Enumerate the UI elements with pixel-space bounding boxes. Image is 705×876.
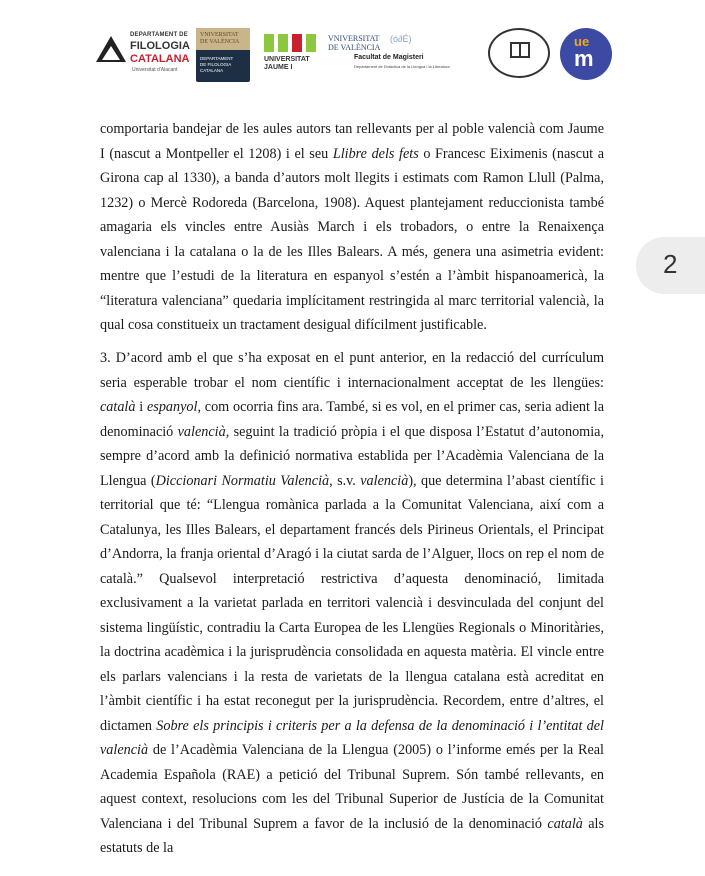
text-run: , s.v. xyxy=(329,472,361,489)
italic-text: valencià xyxy=(177,423,226,440)
paragraph xyxy=(100,117,604,338)
text-run: de l’Acadèmia Valenciana de la Llengua (2005) o l’informe emés per la Real Academia Española (RAE) a petició del Tribunal Suprem. Són també rellevants, en aquest context, resolucions com les del Tribunal Superior de Justícia de la Comunitat Valenciana i del Tribunal Suprem a favor de la inclusió de la denominació xyxy=(100,742,604,832)
document-body xyxy=(100,117,604,861)
italic-text: Sobre els principis i criteris per a la defensa de la denominació i l’entitat del valencià xyxy=(100,717,604,758)
didactica-seal-logo xyxy=(488,28,552,80)
italic-text: català xyxy=(100,399,136,415)
italic-text: valencià xyxy=(360,472,409,489)
facultat-magisteri-logo: VNIVERSITAT DE VALÈNCIA (ò∂É) Facultat de Magisteri Departament de Didàctica de la Llengua i la Literatura xyxy=(328,34,450,69)
paragraph xyxy=(100,346,604,861)
italic-text: Diccionari Normatiu Valencià xyxy=(155,472,330,489)
italic-text: espanyol xyxy=(147,399,198,415)
header-logos xyxy=(96,26,616,86)
text-run: comportaria bandejar de les aules autors tan rellevants per al poble valencià com Jaume I (nascut a Montpeller el 1208) i el seu xyxy=(100,121,604,162)
text-run: ), que determina l’abast científic i territorial que té: “Llengua romànica parlada a la Comunitat Valenciana, així com a Catalunya, les Illes Balears, el departament francés dels Pirineus Orientals, el Principat d’Andorra, la franja oriental d’Aragó i la ciutat sarda de l’Alguer, llocs on rep el nom de català.” Qualsevol interpretació restrictiva d’aquesta denominació, limitada exclusivament a la varietat parlada en territori valencià i desvinculada del conjunt del sistema lingüístic, contradiu la Carta Europea de les Llengües Regionals o Minoritàries, la doctrina acadèmica i la jurisprudència consolidada en aquesta matèria. El vincle entre els parlars valencians i la resta de varietats de la llengua catalana està acreditat en l’àmbit científic i ha estat reconegut per la jurisprudència. Recordem, entre d’altres, el dictamen xyxy=(100,472,604,734)
page-number: 2 xyxy=(663,249,678,279)
uji-logo: UNIVERSITAT JAUME I xyxy=(264,34,320,78)
italic-text: català xyxy=(547,815,583,832)
text-run: i xyxy=(135,399,147,415)
book-icon xyxy=(510,42,530,58)
text-run: 3. D’acord amb el que s’ha exposat en el punt anterior, en la redacció del currículum seria esperable trobar el nom científic i internacionalment acceptat de les llengües: xyxy=(100,350,604,391)
text-run: , com ocorria fins ara. També, si es vol, en el primer cas, seria adient la denominació xyxy=(100,399,604,440)
filologia-catalana-logo: DEPARTAMENT DE FILOLOGIA CATALANA Universitat d'Alacant xyxy=(96,32,190,76)
text-run: , seguint la tradició pròpia i el que disposa l’Estatut d’autonomia, sempre d’acord amb la definició normativa establida per l’Acadèmia Valenciana de la Llengua ( xyxy=(100,423,604,489)
uem-logo: ue m xyxy=(560,28,612,80)
text-run: o Francesc Eiximenis (nascut a Girona cap al 1330), a banda d’autors molt llegits i estimats com Ramon Llull (Palma, 1232) o Mercè Rodoreda (Barcelona, 1908). Aquest plantejament reduccionista també amagaria els vincles entre Ausiàs March i els trobadors, o entre la Renaixença valenciana i la catalana o la de les Illes Balears. A més, genera una asimetria evident: mentre que l’estudi de la literatura en espanyol s’estén a l’àmbit hispanoamericà, la “literatura valenciana” quedaria implícitament restringida al marc territorial valencià, la qual cosa constitueix un tractament desigual difícilment justificable. xyxy=(100,145,604,333)
italic-text: Llibre dels fets xyxy=(332,145,419,162)
text-run: als estatuts de la xyxy=(100,815,605,856)
page-number-badge xyxy=(636,237,705,294)
universitat-valencia-logo: VNIVERSITAT DE VALÈNCIA DEPARTAMENT DE FILOLOGIA CATALANA xyxy=(196,28,250,82)
